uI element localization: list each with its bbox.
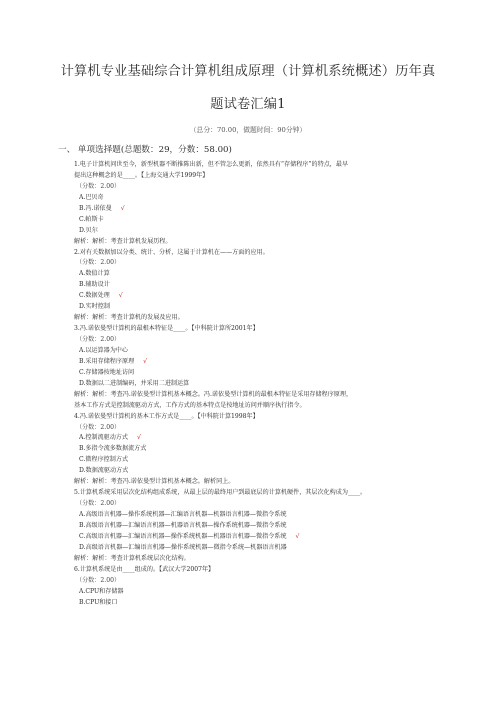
answer-option — [74, 215, 464, 226]
line-text: 基本工作方式是控制流驱动方式，工作方式的基本特点是按地址访问并顺序执行指令。 — [74, 401, 306, 409]
line-text: C.高级语言机器—汇编语言机器—操作系统机器—机器语言机器—微指令系统 — [79, 532, 287, 540]
correct-answer-check-icon: √ — [295, 532, 300, 540]
line-text: C.帕斯卡 — [79, 215, 104, 223]
question-text — [74, 565, 464, 576]
answer-option — [74, 193, 464, 204]
answer-option — [74, 510, 464, 521]
line-text: 5.计算机系统采用层次化结构组成系统，从最上层的最终用户到最底层的计算机硬件，其层次化构成为____。 — [74, 489, 367, 497]
line-text: 解析：解析：考查计算机发展历程。 — [74, 237, 172, 245]
answer-option — [74, 368, 464, 379]
document-title-line-1: 计算机专业基础综合计算机组成原理（计算机系统概述）历年真 — [60, 64, 436, 79]
answer-option — [74, 346, 464, 357]
line-text: A.巴贝奇 — [79, 193, 104, 201]
line-text: 解析：解析：考查计算机系统层次化结构。 — [74, 554, 190, 562]
line-text: （分数：2.00） — [76, 259, 121, 267]
line-text: A.控制流驱动方式 — [79, 434, 128, 442]
correct-answer-check-icon: √ — [137, 434, 141, 442]
question-list — [74, 160, 464, 608]
line-text: B.辅助设计 — [79, 281, 110, 289]
correct-answer-check-icon: √ — [143, 357, 148, 365]
line-text: C.微程序控制方式 — [79, 456, 129, 464]
line-text: 1.电子计算机问世至今，新型机器不断推陈出新，但不管怎么更新，依然具有“存储程序”的特点，最早 — [74, 161, 349, 168]
line-text: B.采用存储程序原理 — [79, 357, 135, 365]
line-text: （分数：2.00） — [76, 423, 121, 431]
question-text — [74, 171, 464, 182]
question-text — [74, 313, 464, 324]
answer-option — [74, 280, 464, 291]
line-text: 提出这种概念的是____。【上海交通大学1999年】 — [74, 171, 209, 179]
answer-option — [74, 269, 464, 280]
line-text: 4.冯.诺依曼型计算机的基本工作方式是____。【中科院计算1998年】 — [74, 412, 259, 420]
question-text — [74, 554, 464, 565]
answer-option — [74, 204, 464, 215]
line-text: D.数据流驱动方式 — [79, 467, 129, 475]
answer-option — [74, 291, 464, 302]
question-score — [74, 182, 464, 193]
line-text: A.高级语言机器—操作系统机器—汇编语言机器—机器语言机器—微指令系统 — [79, 511, 287, 518]
line-text: D.数据以二进制编码，并采用二进制运算 — [79, 379, 190, 387]
question-text — [74, 248, 464, 259]
question-score — [74, 576, 464, 587]
answer-option — [74, 226, 464, 237]
document-title-line-2: 题试卷汇编1 — [210, 97, 286, 112]
question-text — [74, 477, 464, 488]
exam-meta: （总分：70.00，做题时间：90分钟） — [189, 126, 307, 134]
line-text: D.贝尔 — [79, 226, 98, 234]
line-text: （分数：2.00） — [76, 336, 121, 343]
line-text: A.以运算器为中心 — [79, 346, 128, 354]
answer-option — [74, 532, 464, 543]
line-text: 2.对有关数据加以分类、统计、分析，这属于计算机在——方面的应用。 — [74, 248, 269, 256]
section-heading: 一、 单项选择题(总题数：29，分数：58.00) — [58, 145, 232, 155]
question-text — [74, 401, 464, 412]
answer-option — [74, 466, 464, 477]
question-text — [74, 237, 464, 248]
line-text: B.高级语言机器—汇编语言机器—机器语言机器—操作系统机器—微指令系统 — [79, 521, 287, 529]
question-text — [74, 160, 464, 171]
line-text: B.多指令流多数据流方式 — [79, 445, 147, 453]
line-text: C.存储器按地址访问 — [79, 368, 135, 376]
line-text: （分数：2.00） — [76, 576, 121, 584]
line-text: 解析：解析：考查计算机的发展及应用。 — [74, 314, 184, 322]
question-score — [74, 258, 464, 269]
answer-option — [74, 379, 464, 390]
line-text: （分数：2.00） — [76, 182, 121, 190]
answer-option — [74, 587, 464, 598]
line-text: C.数据处理 — [79, 292, 110, 300]
line-text: 3.冯.诺依曼型计算机的最根本特征是____。【中科院计算所2001年】 — [74, 325, 259, 333]
line-text: B.冯.诺依曼 — [79, 204, 112, 212]
line-text: D.实时控制 — [79, 303, 110, 311]
answer-option — [74, 598, 464, 609]
answer-option — [74, 521, 464, 532]
answer-option — [74, 433, 464, 444]
line-text: （分数：2.00） — [76, 500, 121, 508]
question-score — [74, 335, 464, 346]
question-score — [74, 423, 464, 434]
line-text: B.CPU和接口 — [79, 598, 118, 606]
line-text: A.CPU和存储器 — [79, 587, 124, 595]
line-text: D.高级语言机器—汇编语言机器—操作系统机器—微指令系统—机器语言机器 — [79, 543, 287, 551]
answer-option — [74, 357, 464, 368]
correct-answer-check-icon: √ — [120, 204, 125, 212]
question-text — [74, 488, 464, 499]
question-text — [74, 324, 464, 335]
line-text: 解析：解析：考查冯.诺依曼型计算机基本概念。解析同上。 — [74, 478, 235, 486]
question-text — [74, 390, 464, 401]
question-score — [74, 499, 464, 510]
question-text — [74, 412, 464, 423]
line-text: A.数值计算 — [79, 270, 110, 278]
line-text: 6.计算机系统是由____组成的。【武汉大学2007年】 — [74, 565, 215, 573]
answer-option — [74, 455, 464, 466]
correct-answer-check-icon: √ — [118, 292, 123, 300]
answer-option — [74, 543, 464, 554]
line-text: 解析：解析：考查冯.诺依曼型计算机基本概念。冯.诺依曼型计算机的最根本特征是采用存储程序原理， — [74, 390, 353, 398]
answer-option — [74, 444, 464, 455]
answer-option — [74, 302, 464, 313]
